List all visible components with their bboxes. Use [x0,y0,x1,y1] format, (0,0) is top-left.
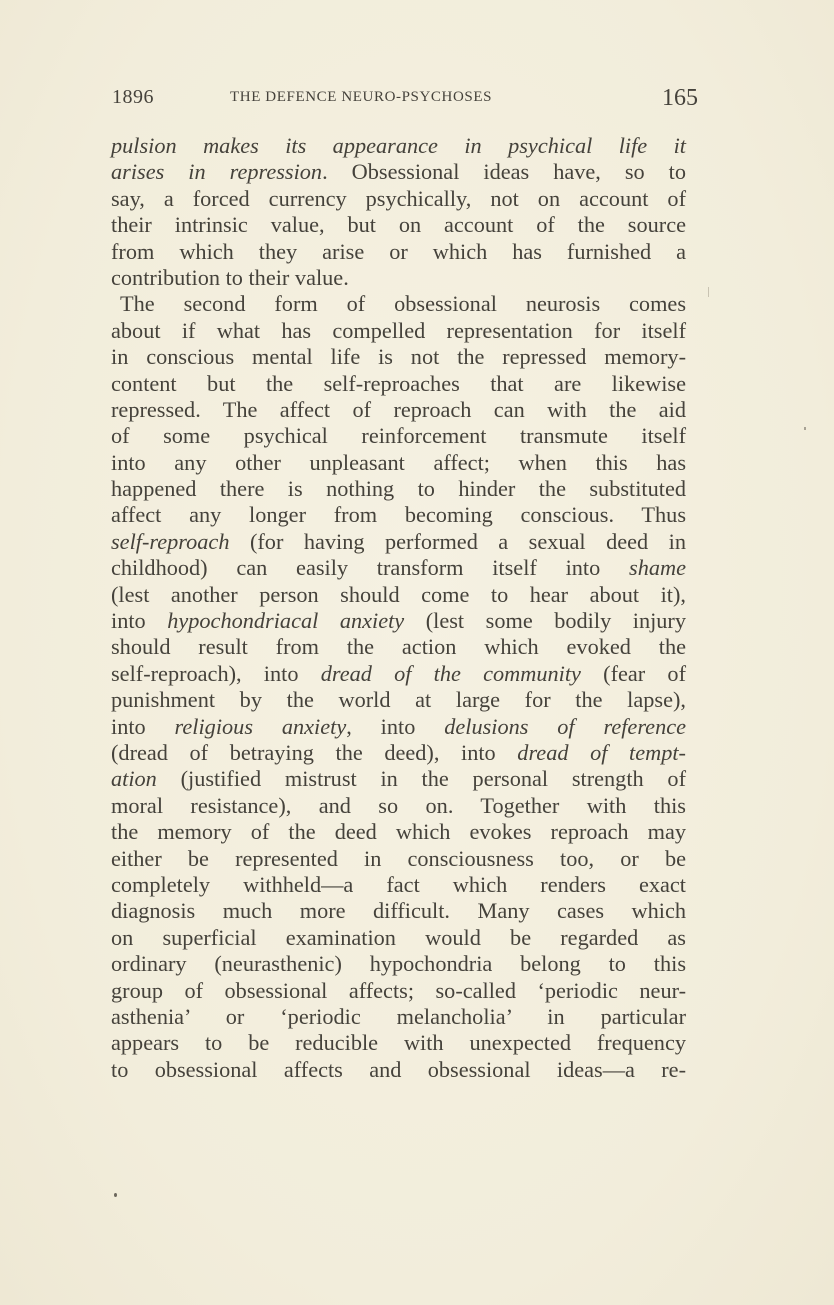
italic-phrase: delusions of reference [444,713,687,739]
text-line [111,1030,686,1056]
text-run: should result from the action which evoked the [111,634,686,660]
text-line [111,502,686,528]
text-run: in conscious mental life is not the repressed memory- [111,344,686,370]
text-run: into [111,608,168,634]
text-line [111,634,686,660]
text-line [111,740,686,766]
italic-phrase: dread of the community [320,660,581,686]
text-run: about if what has compelled representation for itself [111,317,686,343]
text-line [111,582,686,608]
text-run: (for having performed a sexual deed in [229,528,686,554]
text-line [111,291,686,317]
italic-phrase: dread of tempt- [517,739,686,765]
text-run: group of obsessional affects; so-called ‘periodic neur- [111,977,686,1003]
text-line [111,212,686,238]
text-run: (justified mistrust in the personal strength of [156,766,686,792]
text-run: say, a forced currency psychically, not on account of [111,185,686,211]
text-run: from which they arise or which has furnished a [111,238,686,264]
text-run: appears to be reducible with unexpected frequency [111,1030,686,1056]
text-line [111,898,686,924]
text-line [111,265,686,291]
text-line [111,925,686,951]
text-line [111,529,686,555]
text-line [111,978,686,1004]
text-run: of some psychical reinforcement transmute itself [111,423,686,449]
text-line [111,423,686,449]
text-line [111,687,686,713]
text-line [111,476,686,502]
text-run: to obsessional affects and obsessional ideas—a re- [111,1056,686,1082]
text-run: into [111,713,175,739]
text-run: either be represented in consciousness too, or be [111,845,686,871]
text-line [111,371,686,397]
text-line [111,793,686,819]
italic-phrase: hypochondriacal anxiety [167,608,405,634]
text-run: affect any longer from becoming conscious. Thus [111,502,686,528]
text-run: punishment by the world at large for the lapse), [111,687,686,713]
text-line [111,661,686,687]
text-run: (dread of betraying the deed), into [111,739,518,765]
italic-phrase: arises in repression [111,159,323,185]
text-line [111,397,686,423]
text-line [111,239,686,265]
text-run: self-reproach), into [111,660,321,686]
text-run: on superficial examination would be regarded as [111,924,686,950]
text-line [111,318,686,344]
text-run: (fear of [580,660,686,686]
text-line [111,555,686,581]
text-run: . Obsessional ideas have, so to [322,159,686,185]
text-line [111,872,686,898]
text-run: (lest some bodily injury [404,608,687,634]
text-line [111,1057,686,1083]
text-run: ordinary (neurasthenic) hypochondria belong to this [111,951,686,977]
text-line [111,450,686,476]
paper-speck [114,1193,117,1197]
text-line [111,133,686,159]
text-line [111,608,686,634]
text-run: asthenia’ or ‘periodic melancholia’ in particular [111,1003,686,1029]
body-text [111,133,686,1083]
paper-mark [804,427,806,430]
text-run: happened there is nothing to hinder the substituted [111,476,686,502]
text-run: contribution to their value. [111,264,349,290]
italic-phrase: religious anxiety [174,713,347,739]
text-line [111,344,686,370]
italic-phrase: self-reproach [111,528,230,554]
text-run: repressed. The affect of reproach can with the aid [111,396,686,422]
running-head [112,85,698,112]
running-head-year: 1896 [112,86,154,108]
text-run: (lest another person should come to hear about it), [111,581,686,607]
text-run: completely withheld—a fact which renders exact [111,871,686,897]
text-run: the memory of the deed which evokes reproach may [111,819,686,845]
text-line [111,819,686,845]
running-head-title: THE DEFENCE NEURO-PSYCHOSES [230,89,493,105]
text-run: content but the self-reproaches that are likewise [111,370,686,396]
text-run: childhood) can easily transform itself into [111,555,630,581]
text-run: moral resistance), and so on. Together with this [111,792,686,818]
text-run: their intrinsic value, but on account of the source [111,212,686,238]
italic-phrase: shame [629,555,686,581]
text-run: into any other unpleasant affect; when this has [111,449,686,475]
text-run: diagnosis much more difficult. Many cases which [111,898,686,924]
text-run: , into [346,713,445,739]
paper-mark [708,287,709,297]
text-line [111,846,686,872]
text-line [111,951,686,977]
text-line [111,1004,686,1030]
text-run: The second form of obsessional neurosis comes [120,291,686,317]
text-line [111,766,686,792]
page-number: 165 [662,85,698,111]
text-line [111,714,686,740]
text-line [111,186,686,212]
italic-phrase: ation [111,766,157,792]
italic-phrase: pulsion makes its appearance in psychical life it [111,133,686,158]
text-line [111,159,686,185]
